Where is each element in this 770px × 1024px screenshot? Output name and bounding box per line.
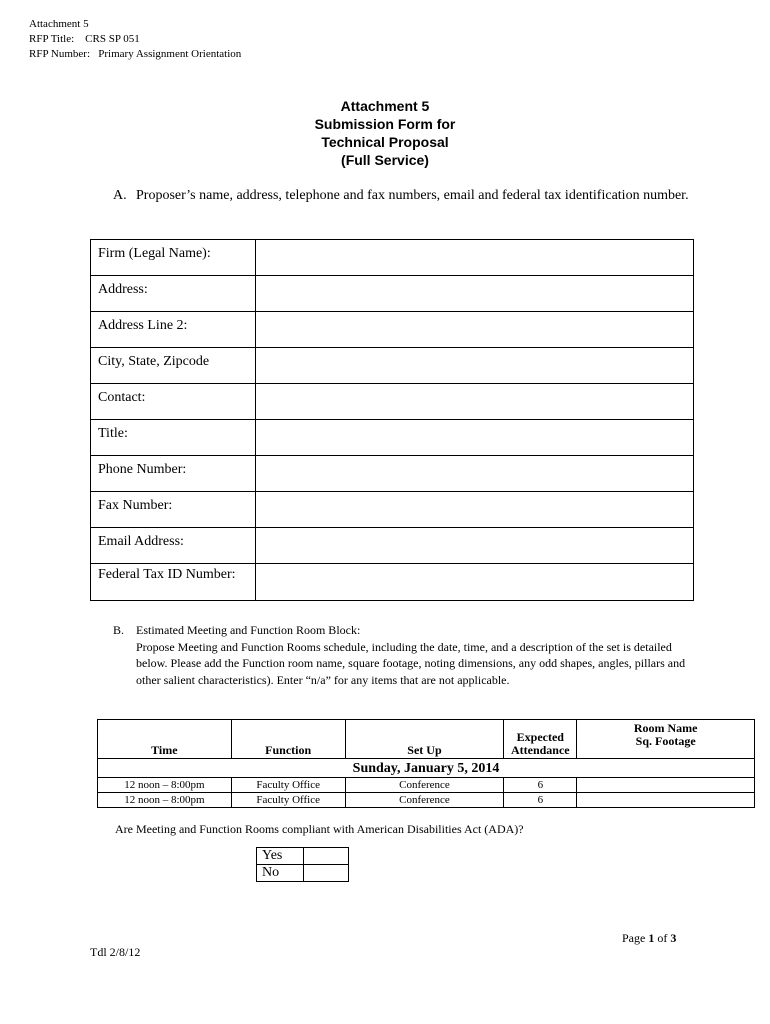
form-field-label: Title: xyxy=(91,420,256,456)
ada-option-row xyxy=(257,848,349,865)
cell-function: Faculty Office xyxy=(231,778,345,793)
rfp-number-value: Primary Assignment Orientation xyxy=(98,48,242,60)
ada-option-row xyxy=(257,865,349,882)
cell-time: 12 noon – 8:00pm xyxy=(98,778,232,793)
section-b-heading: Estimated Meeting and Function Room Block: xyxy=(136,623,361,637)
schedule-row xyxy=(98,778,755,793)
page-of: of xyxy=(657,931,668,945)
expected-line-1: Expected xyxy=(516,730,564,744)
form-field-label: Address: xyxy=(91,276,256,312)
col-header-setup: Set Up xyxy=(345,720,504,759)
cell-function: Faculty Office xyxy=(231,793,345,808)
header-rfp-number xyxy=(29,47,241,62)
page-prefix: Page xyxy=(622,931,646,945)
form-field-label: Contact: xyxy=(91,384,256,420)
footer-revision: Tdl 2/8/12 xyxy=(90,945,141,959)
form-row xyxy=(91,528,694,564)
ada-option-checkbox[interactable] xyxy=(304,865,349,882)
ada-question: Are Meeting and Function Rooms compliant with American Disabilities Act (ADA)? xyxy=(115,822,524,836)
col-header-room-name xyxy=(577,720,755,759)
form-field-input[interactable] xyxy=(256,276,694,312)
form-field-input[interactable] xyxy=(256,312,694,348)
ada-option-label: Yes xyxy=(257,848,304,865)
page-title xyxy=(0,97,770,169)
room-line-2: Sq. Footage xyxy=(635,734,696,748)
ada-answer-table xyxy=(256,847,349,882)
form-field-label: Federal Tax ID Number: xyxy=(91,564,256,601)
section-a-label: A. xyxy=(113,188,127,203)
col-header-time: Time xyxy=(98,720,232,759)
section-b xyxy=(113,622,693,688)
expected-line-2: Attendance xyxy=(510,743,570,757)
section-a xyxy=(113,186,703,205)
page-total: 3 xyxy=(670,931,677,945)
schedule-header-row xyxy=(98,720,755,759)
rfp-number-label: RFP Number: xyxy=(29,48,91,60)
form-row xyxy=(91,312,694,348)
form-row xyxy=(91,420,694,456)
form-field-input[interactable] xyxy=(256,420,694,456)
form-row xyxy=(91,564,694,601)
section-a-text: Proposer’s name, address, telephone and fax numbers, email and federal tax identification number. xyxy=(136,188,689,203)
form-field-input[interactable] xyxy=(256,240,694,276)
col-header-expected-attendance xyxy=(504,720,577,759)
title-line-2: Submission Form for xyxy=(314,116,456,132)
form-field-input[interactable] xyxy=(256,528,694,564)
section-b-text: Propose Meeting and Function Rooms schedule, including the date, time, and a description of the set is detailed below. Please add the Function room name, square footage, noting dimensions, any odd shapes, angles, pillars and other salient characteristics). Enter “n/a” for any items that are not applicable. xyxy=(136,639,686,687)
ada-option-checkbox[interactable] xyxy=(304,848,349,865)
title-line-4: (Full Service) xyxy=(341,152,429,168)
room-line-1: Room Name xyxy=(633,721,698,735)
form-field-label: Phone Number: xyxy=(91,456,256,492)
form-row xyxy=(91,276,694,312)
schedule-table xyxy=(97,719,755,808)
cell-setup: Conference xyxy=(345,793,504,808)
cell-attendance: 6 xyxy=(504,793,577,808)
form-field-label: Address Line 2: xyxy=(91,312,256,348)
ada-option-label: No xyxy=(257,865,304,882)
form-field-input[interactable] xyxy=(256,492,694,528)
cell-setup: Conference xyxy=(345,778,504,793)
document-header xyxy=(29,17,241,62)
form-field-input[interactable] xyxy=(256,564,694,601)
form-field-input[interactable] xyxy=(256,456,694,492)
form-field-label: Email Address: xyxy=(91,528,256,564)
page-current: 1 xyxy=(648,931,655,945)
title-line-3: Technical Proposal xyxy=(321,134,449,150)
cell-attendance: 6 xyxy=(504,778,577,793)
form-row xyxy=(91,240,694,276)
form-row xyxy=(91,384,694,420)
col-header-function: Function xyxy=(231,720,345,759)
rfp-title-value: CRS SP 051 xyxy=(85,33,140,45)
cell-time: 12 noon – 8:00pm xyxy=(98,793,232,808)
rfp-title-label: RFP Title: xyxy=(29,33,75,45)
schedule-row xyxy=(98,793,755,808)
form-row xyxy=(91,456,694,492)
form-row xyxy=(91,492,694,528)
form-field-input[interactable] xyxy=(256,384,694,420)
title-line-1: Attachment 5 xyxy=(340,98,430,114)
proposer-info-table xyxy=(90,239,694,601)
section-b-label: B. xyxy=(113,623,125,637)
cell-room[interactable] xyxy=(577,778,755,793)
schedule-day: Sunday, January 5, 2014 xyxy=(98,759,755,778)
form-row xyxy=(91,348,694,384)
schedule-day-row xyxy=(98,759,755,778)
header-attachment: Attachment 5 xyxy=(29,18,89,30)
cell-room[interactable] xyxy=(577,793,755,808)
header-rfp-title xyxy=(29,32,241,47)
page-number xyxy=(622,931,676,946)
form-field-label: City, State, Zipcode xyxy=(91,348,256,384)
form-field-label: Firm (Legal Name): xyxy=(91,240,256,276)
form-field-input[interactable] xyxy=(256,348,694,384)
form-field-label: Fax Number: xyxy=(91,492,256,528)
